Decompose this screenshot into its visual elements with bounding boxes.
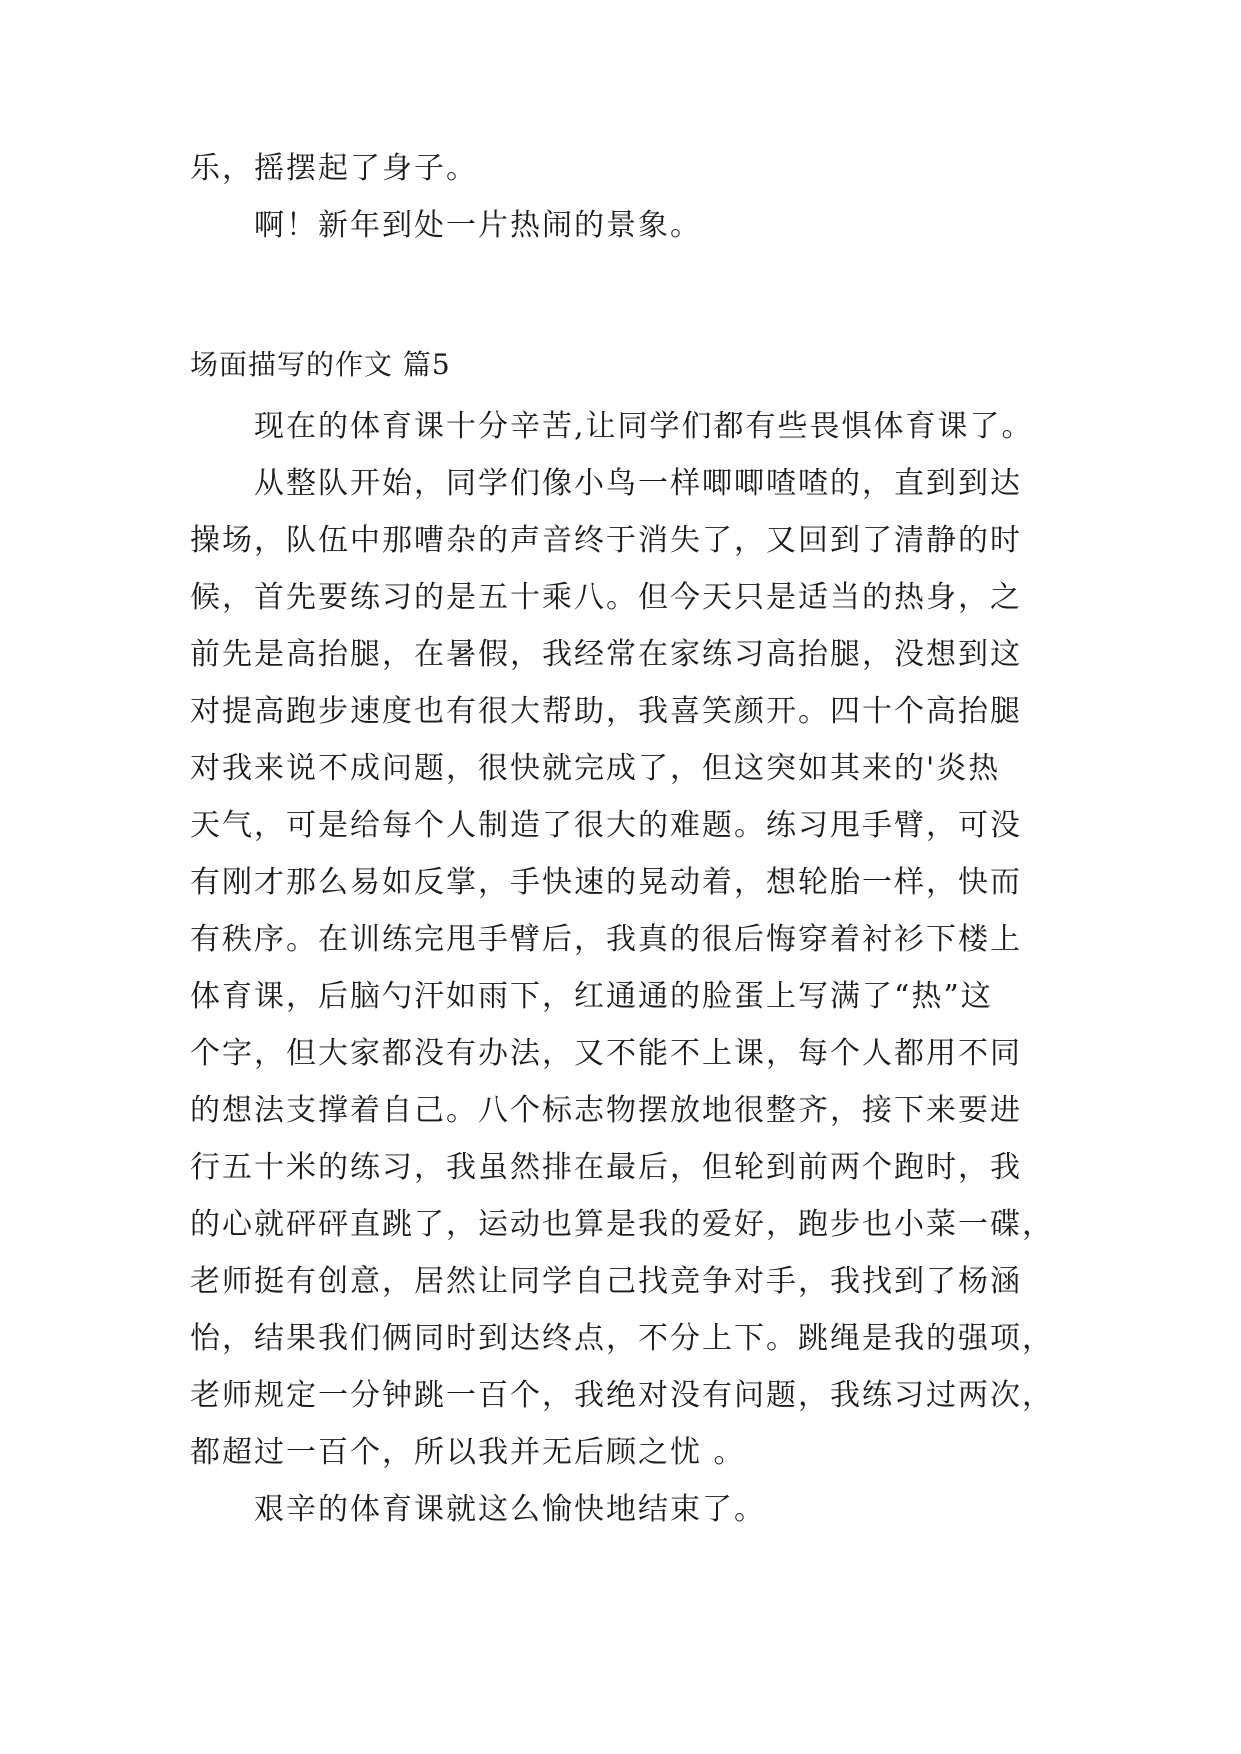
paragraph-line: 都超过一百个，所以我并无后顾之忧 。 xyxy=(190,1435,746,1470)
intro-block xyxy=(190,140,1050,254)
paragraph-line: 操场，队伍中那嘈杂的声音终于消失了，又回到了清静的时 xyxy=(190,523,1022,558)
paragraph-line: 现在的体育课十分辛苦,让同学们都有些畏惧体育课了。 xyxy=(254,409,1034,444)
paragraph-line: 个字，但大家都没有办法，又不能不上课，每个人都用不同 xyxy=(190,1036,1022,1071)
intro-line-2: 啊！新年到处一片热闹的景象。 xyxy=(254,208,702,243)
paragraph-line: 候，首先要练习的是五十乘八。但今天只是适当的热身，之 xyxy=(190,580,1022,615)
paragraph-line: 行五十米的练习，我虽然排在最后，但轮到前两个跑时，我 xyxy=(190,1150,1022,1185)
paragraph-line: 老师挺有创意，居然让同学自己找竞争对手，我找到了杨涵 xyxy=(190,1264,1022,1299)
essay-body xyxy=(190,398,1054,1538)
paragraph-line: 天气，可是给每个人制造了很大的难题。练习甩手臂，可没 xyxy=(190,808,1022,843)
paragraph-line: 前先是高抬腿，在暑假，我经常在家练习高抬腿，没想到这 xyxy=(190,637,1022,672)
paragraph-line: 对提高跑步速度也有很大帮助，我喜笑颜开。四十个高抬腿 xyxy=(190,694,1022,729)
paragraph-line: 对我来说不成问题，很快就完成了，但这突如其来的'炎热 xyxy=(190,751,1001,786)
paragraph-line: 怡，结果我们俩同时到达终点，不分上下。跳绳是我的强项， xyxy=(190,1321,1054,1356)
paragraph-line: 的心就砰砰直跳了，运动也算是我的爱好，跑步也小菜一碟， xyxy=(190,1207,1054,1242)
paragraph-line: 艰辛的体育课就这么愉快地结束了。 xyxy=(254,1492,766,1527)
paragraph-line: 体育课，后脑勺汗如雨下，红通通的脸蛋上写满了“热”这 xyxy=(190,979,993,1014)
paragraph-line: 老师规定一分钟跳一百个，我绝对没有问题，我练习过两次， xyxy=(190,1378,1054,1413)
paragraph-line: 有刚才那么易如反掌，手快速的晃动着，想轮胎一样，快而 xyxy=(190,865,1022,900)
paragraph-line: 从整队开始，同学们像小鸟一样唧唧喳喳的，直到到达 xyxy=(254,466,1022,501)
paragraph-line: 有秩序。在训练完甩手臂后，我真的很后悔穿着衬衫下楼上 xyxy=(190,922,1022,957)
section-title: 场面描写的作文 篇5 xyxy=(190,348,451,381)
paragraph-line: 的想法支撑着自己。八个标志物摆放地很整齐，接下来要进 xyxy=(190,1093,1022,1128)
intro-line-1: 乐，摇摆起了身子。 xyxy=(190,151,478,186)
